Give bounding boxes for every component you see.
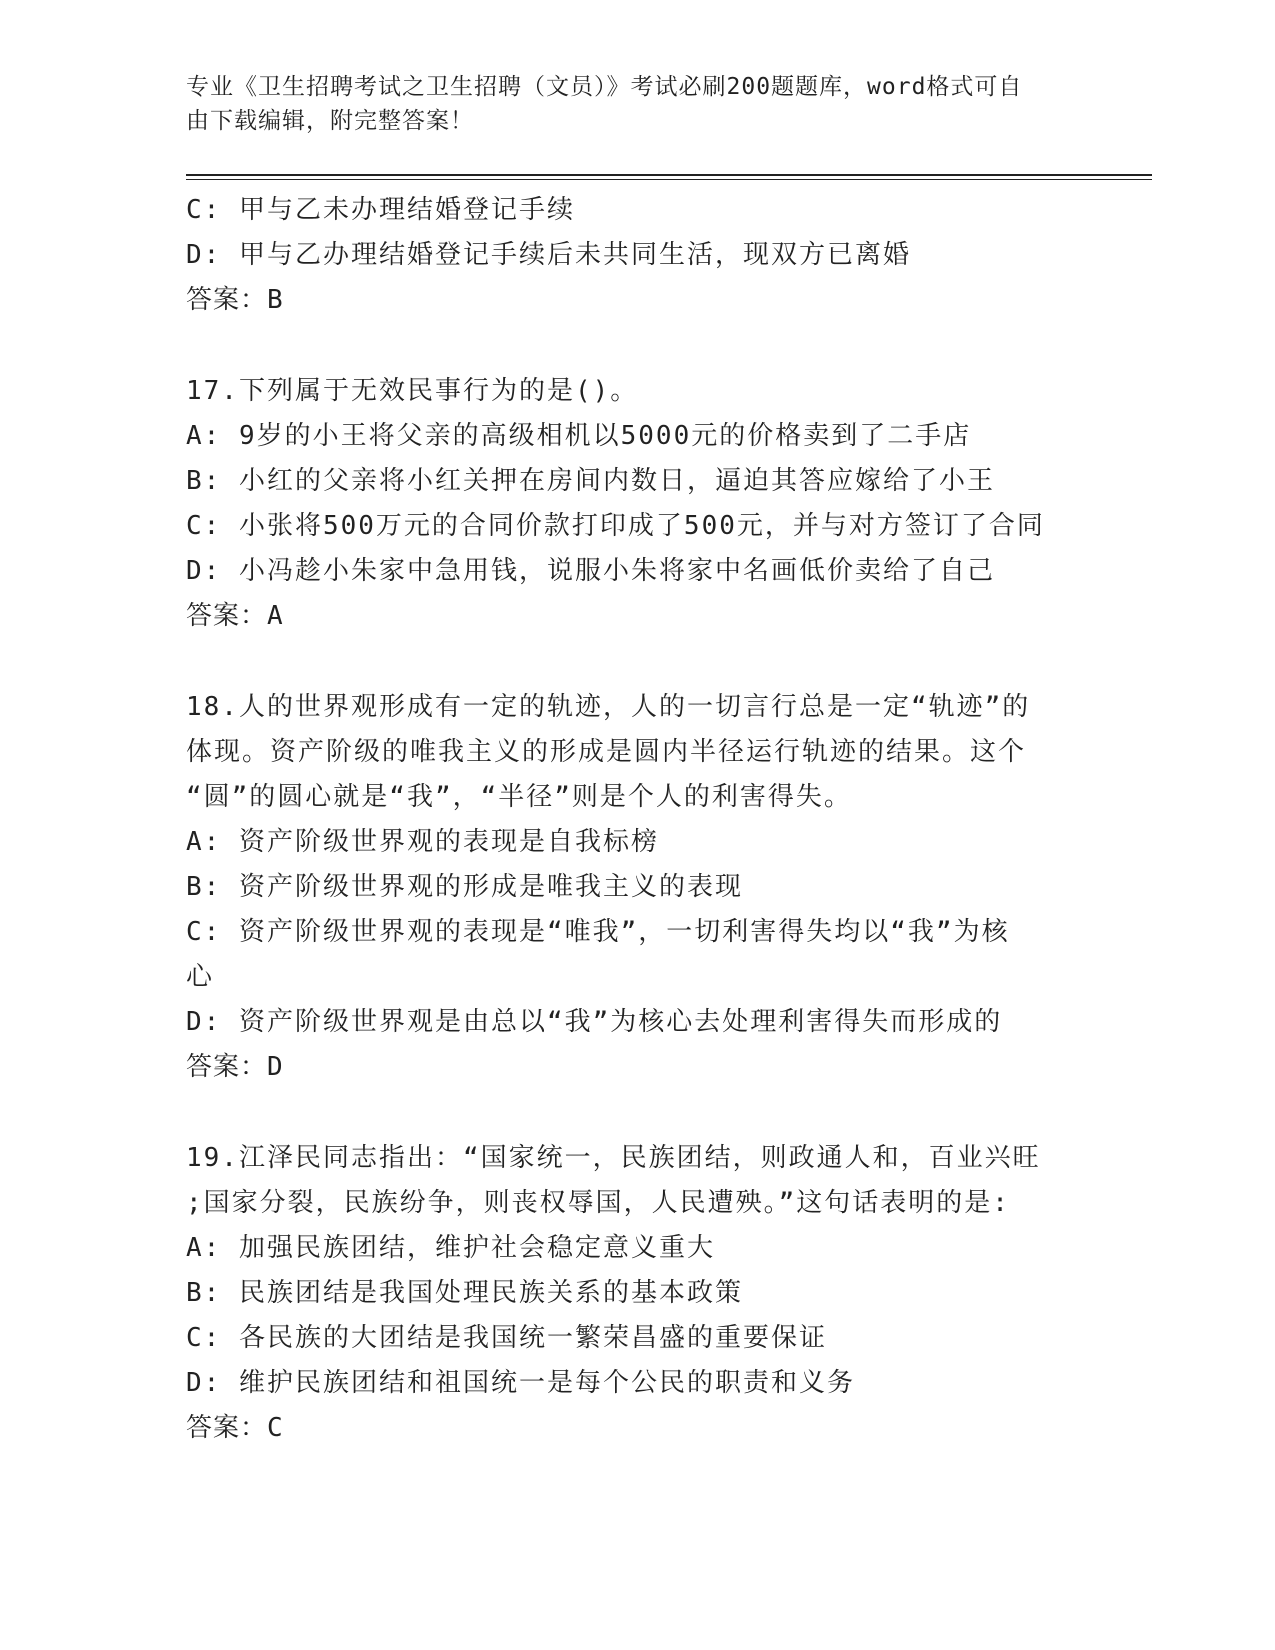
question-stem-line-3: “圆”的圆心就是“我”，“半径”则是个人的利害得失。 bbox=[186, 782, 852, 812]
question-stem-line-2: 体现。资产阶级的唯我主义的形成是圆内半径运行轨迹的结果。这个 bbox=[186, 737, 1027, 767]
answer-line: 答案：D bbox=[186, 1052, 284, 1082]
option-c: C: 甲与乙未办理结婚登记手续 bbox=[186, 195, 575, 225]
question-stem: 17.下列属于无效民事行为的是()。 bbox=[186, 376, 639, 406]
header-line-1: 专业《卫生招聘考试之卫生招聘（文员）》考试必刷200题题库，word格式可自 bbox=[186, 74, 1023, 100]
option-b: B: 小红的父亲将小红关押在房间内数日，逼迫其答应嫁给了小王 bbox=[186, 466, 995, 496]
spacer bbox=[186, 1090, 1086, 1136]
spacer bbox=[186, 323, 1086, 369]
option-a: A: 资产阶级世界观的表现是自我标榜 bbox=[186, 827, 659, 857]
option-d: D: 资产阶级世界观是由总以“我”为核心去处理利害得失而形成的 bbox=[186, 1007, 1003, 1037]
question-19 bbox=[186, 1136, 1086, 1451]
header-divider bbox=[186, 174, 1152, 180]
option-d: D: 小冯趁小朱家中急用钱，说服小朱将家中名画低价卖给了自己 bbox=[186, 556, 995, 586]
option-c: C: 各民族的大团结是我国统一繁荣昌盛的重要保证 bbox=[186, 1323, 827, 1353]
document-header bbox=[186, 70, 1086, 138]
answer-line: 答案：B bbox=[186, 285, 284, 315]
option-c: C: 资产阶级世界观的表现是“唯我”，一切利害得失均以“我”为核 bbox=[186, 917, 1010, 947]
question-17 bbox=[186, 369, 1086, 639]
option-a: A: 9岁的小王将父亲的高级相机以5000元的价格卖到了二手店 bbox=[186, 421, 972, 451]
answer-line: 答案：C bbox=[186, 1413, 284, 1443]
option-b: B: 资产阶级世界观的形成是唯我主义的表现 bbox=[186, 872, 743, 902]
option-b: B: 民族团结是我国处理民族关系的基本政策 bbox=[186, 1278, 743, 1308]
question-16-continued bbox=[186, 188, 1086, 323]
spacer bbox=[186, 639, 1086, 685]
question-18 bbox=[186, 685, 1086, 1090]
option-a: A: 加强民族团结，维护社会稳定意义重大 bbox=[186, 1233, 715, 1263]
option-d: D: 甲与乙办理结婚登记手续后未共同生活，现双方已离婚 bbox=[186, 240, 911, 270]
header-line-2: 由下载编辑，附完整答案！ bbox=[186, 108, 474, 134]
option-c-continued: 心 bbox=[186, 962, 215, 992]
question-stem-line-1: 19.江泽民同志指出：“国家统一，民族团结，则政通人和，百业兴旺 bbox=[186, 1143, 1041, 1173]
option-c: C: 小张将500万元的合同价款打印成了500元，并与对方签订了合同 bbox=[186, 511, 1045, 541]
question-stem-line-1: 18.人的世界观形成有一定的轨迹，人的一切言行总是一定“轨迹”的 bbox=[186, 692, 1031, 722]
option-d: D: 维护民族团结和祖国统一是每个公民的职责和义务 bbox=[186, 1368, 855, 1398]
question-stem-line-2: ;国家分裂，民族纷争，则丧权辱国，人民遭殃。”这句话表明的是: bbox=[186, 1188, 1010, 1218]
answer-line: 答案：A bbox=[186, 601, 284, 631]
document-body bbox=[186, 188, 1086, 1451]
